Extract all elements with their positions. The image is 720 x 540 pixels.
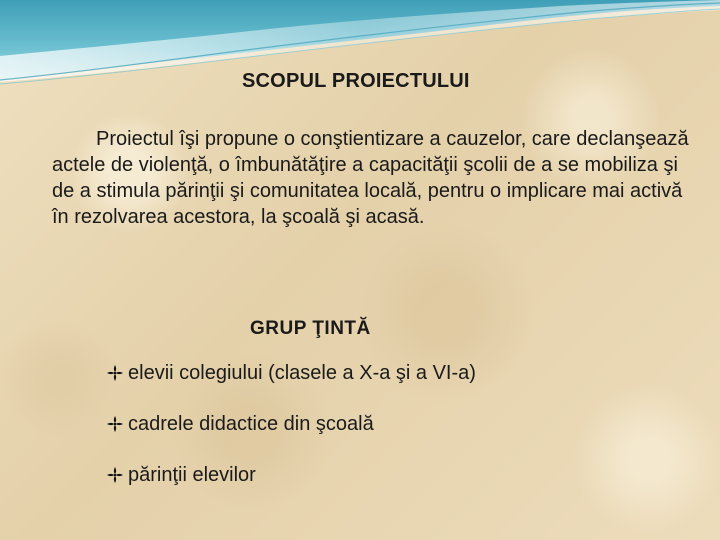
list-item-label: părinţii elevilor (128, 463, 256, 486)
list-item (106, 411, 476, 437)
purpose-paragraph: Proiectul îşi propune o conştientizare a cauzelor, care declanşează actele de violenţă, o îmbunătăţire a capacităţii şcolii de a se mobiliza şi de a stimula părinţii şi comunitatea locală, pentru o implicare mai activă în rezolvarea acestora, la şcoală şi acasă. (52, 128, 689, 228)
list-item (106, 360, 476, 386)
target-group-heading: GRUP ŢINTĂ (250, 318, 371, 339)
target-group-list (106, 360, 476, 513)
list-item-label: elevii colegiului (clasele a X-a şi a VI-a) (128, 361, 476, 384)
diamond-bullet-icon (106, 415, 124, 433)
diamond-bullet-icon (106, 364, 124, 382)
list-item-label: cadrele didactice din şcoală (128, 412, 374, 435)
page-title: SCOPUL PROIECTULUI (242, 70, 470, 92)
diamond-bullet-icon (106, 466, 124, 484)
list-item (106, 462, 476, 488)
